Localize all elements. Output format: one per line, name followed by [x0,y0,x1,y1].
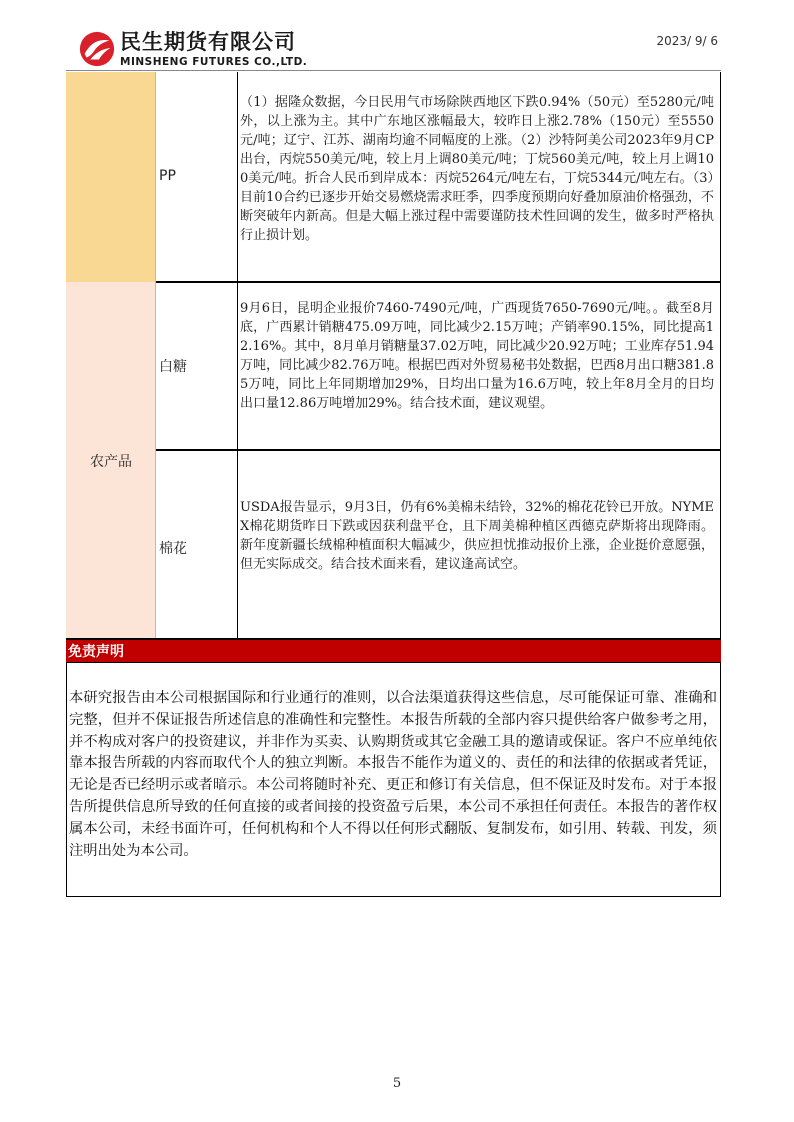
product-label: 棉花 [159,541,187,557]
desc-cell-cotton [238,450,721,638]
category-cell-energy [66,72,156,282]
report-date: 2023/ 9/ 6 [656,34,718,48]
desc-cell-sugar [238,282,721,450]
disclaimer-text: 本研究报告由本公司根据国际和行业通行的准则，以合法渠道获得这些信息，尽可能保证可靠、准确和完整，但并不保证报告所述信息的准确性和完整性。本报告所载的全部内容只提供给客户做参考之用，并不构成对客户的投资建议，并非作为买卖、认购期货或其它金融工具的邀请或保证。客户不应单纯依靠本报告所载的内容而取代个人的独立判断。本报告不能作为道义的、责任的和法律的依据或者凭证，无论是否已经明示或者暗示。本公司将随时补充、更正和修订有关信息，但不保证及时发布。对于本报告所提供信息所导致的任何直接的或者间接的投资盈亏后果，本公司不承担任何责任。本报告的著作权属本公司，未经书面许可，任何机构和个人不得以任何形式翻版、复制发布，如引用、转载、刊发，须注明出处为本公司。 [69,690,717,859]
category-label: 农产品 [90,454,132,470]
product-cell-cotton [156,450,238,638]
product-cell-sugar [156,282,238,450]
company-logo [78,26,318,72]
row-description: 9月6日，昆明企业报价7460-7490元/吨，广西现货7650-7690元/吨。。截至8月底，广西累计销糖475.09万吨，同比减少2.15万吨；产销率90.15%，同比提高12.16%。其中，8月单月销糖量37.02万吨，同比减少20.92万吨；工业库存51.94万吨，同比减少82.76万吨。根据巴西对外贸易秘书处数据，巴西8月出口糖381.85万吨，同比上年同期增加29%，日均出口量为16.6万吨，较上年8月全月的日均出口量12.86万吨增加29%。结合技术面，建议观望。 [240,301,714,411]
category-cell-agri [66,282,156,638]
product-cell-pp [156,72,238,282]
minsheng-logo-icon [78,30,116,68]
row-description: （1）据隆众数据，今日民用气市场除陕西地区下跌0.94%（50元）至5280元/吨外，以上涨为主。其中广东地区涨幅最大，较昨日上涨2.78%（150元）至5550元/吨；辽宁、江苏、湖南均逾不同幅度的上涨。（2）沙特阿美公司2023年9月CP出台，丙烷550美元/吨，较上月上调80美元/吨；丁烷560美元/吨，较上月上调100美元/吨。折合人民币到岸成本：丙烷5264元/吨左右，丁烷5344元/吨左右。（3）目前10合约已逐步开始交易燃烧需求旺季，四季度预期向好叠加原油价格强劲，不断突破年内新高。但是大幅上涨过程中需要谨防技术性回调的发生，做多时严格执行止损计划。 [240,95,714,243]
company-name-cn: 民生期货有限公司 [120,30,296,54]
row-divider [156,449,721,451]
page-number: 5 [392,1076,402,1091]
product-label: PP [159,168,176,184]
header-divider [66,70,721,71]
page-header [0,0,794,75]
disclaimer-title: 免责声明 [66,638,721,662]
row-description: USDA报告显示，9月3日，仍有6%美棉未结铃，32%的棉花花铃已开放。NYMEX棉花期货昨日下跌或因获利盘平仓，且下周美棉种植区西德克萨斯将出现降雨。新年度新疆长绒棉种植面积大幅减少，供应担忧推动报价上涨，企业挺价意愿强，但无实际成交。结合技术面来看，建议逢高试空。 [240,500,714,572]
company-name-en: MINSHENG FUTURES CO.,LTD. [120,56,308,68]
product-label: 白糖 [159,359,187,375]
disclaimer-box [66,662,721,897]
commodity-table [66,72,721,638]
row-divider [156,281,721,283]
desc-cell-pp [238,72,721,282]
